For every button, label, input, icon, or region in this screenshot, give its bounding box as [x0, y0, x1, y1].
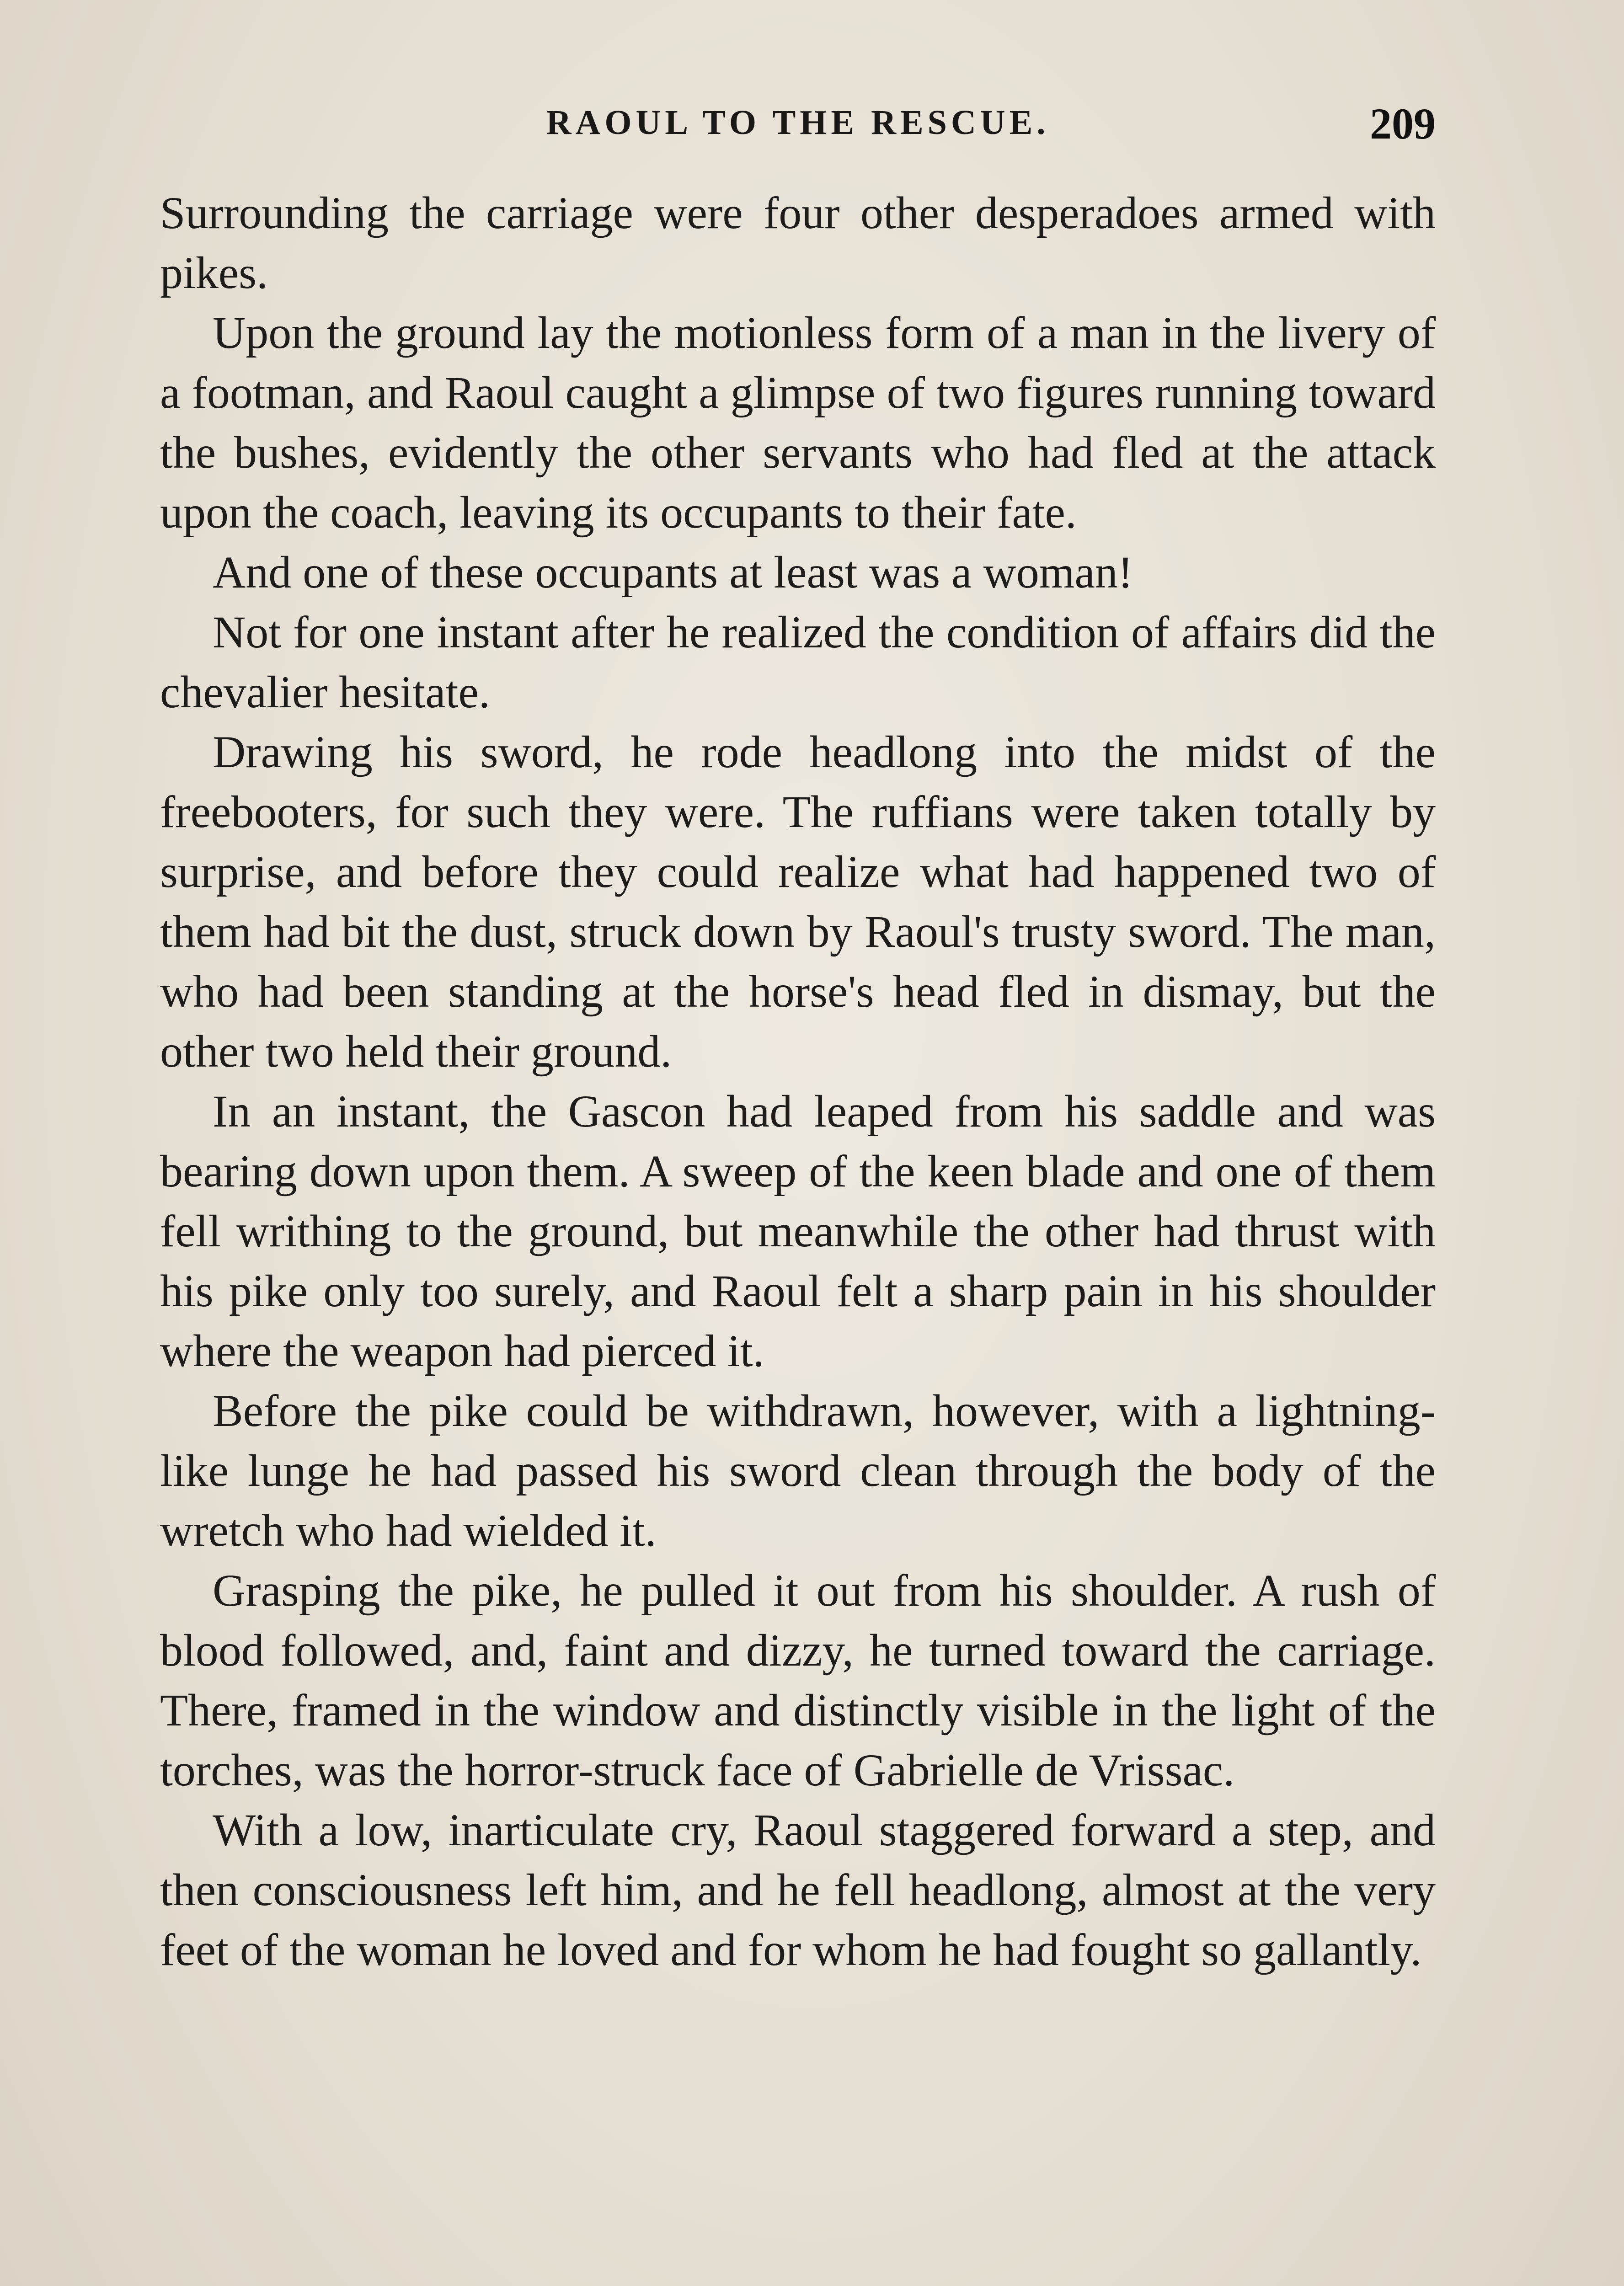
body-text [160, 183, 1436, 1980]
paragraph: Drawing his sword, he rode headlong into the midst of the freebooters, for such they were. The ruffians were taken totally by surprise, and before they could realize what had happened two of them had bit the dust, struck down by Raoul's trusty sword. The man, who had been standing at the horse's head fled in dismay, but the other two held their ground. [160, 726, 1436, 1077]
paragraph: Upon the ground lay the motionless form of a man in the livery of a footman, and Raoul caught a glimpse of two figures running toward the bushes, evidently the other servants who had fled at the attack upon the coach, leaving its occupants to their fate. [160, 307, 1436, 538]
page-number: 209 [1370, 99, 1436, 148]
running-title: RAOUL TO THE RESCUE. [546, 103, 1050, 142]
paragraph: Not for one instant after he realized the condition of affairs did the chevalier hesitate. [160, 607, 1436, 717]
paragraph: Grasping the pike, he pulled it out from his shoulder. A rush of blood followed, and, faint and dizzy, he turned toward the carriage. There, framed in the window and distinctly visible in the light of the torches, was the horror-struck face of Gabrielle de Vrissac. [160, 1565, 1436, 1795]
paragraph: With a low, inarticulate cry, Raoul staggered forward a step, and then consciousness left him, and he fell headlong, almost at the very feet of the woman he loved and for whom he had fought so gallantly. [160, 1805, 1436, 1975]
paragraph: Before the pike could be withdrawn, however, with a lightning-like lunge he had passed his sword clean through the body of the wretch who had wielded it. [160, 1385, 1436, 1556]
paragraph: In an instant, the Gascon had leaped from his saddle and was bearing down upon them. A sweep of the keen blade and one of them fell writhing to the ground, but meanwhile the other had thrust with his pike only too surely, and Raoul felt a sharp pain in his shoulder where the weapon had pierced it. [160, 1086, 1436, 1376]
paragraph: Surrounding the carriage were four other desperadoes armed with pikes. [160, 187, 1436, 298]
paragraph: And one of these occupants at least was a woman! [213, 547, 1133, 598]
running-head [160, 98, 1436, 153]
